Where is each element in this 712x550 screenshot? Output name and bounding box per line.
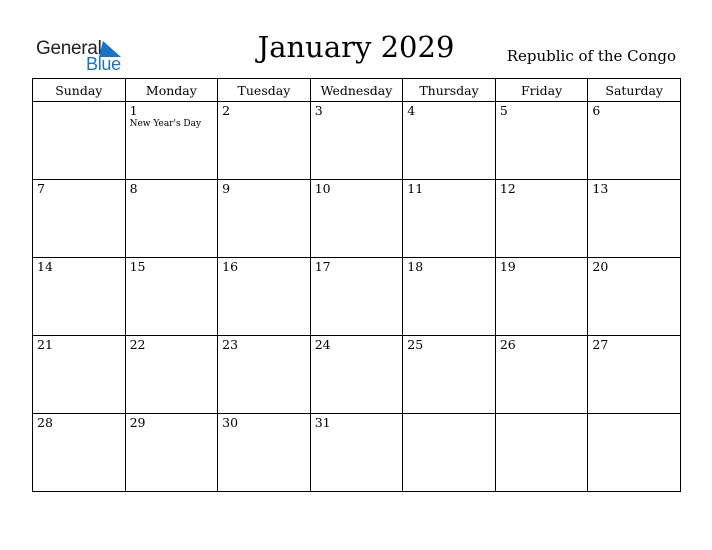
day-cell (403, 258, 496, 336)
day-cell (403, 336, 496, 414)
day-cell (218, 258, 311, 336)
weekday-header: Saturday (588, 79, 681, 102)
day-cell (33, 180, 126, 258)
week-row (33, 414, 681, 492)
day-number: 2 (222, 103, 231, 118)
day-cell (403, 180, 496, 258)
day-number: 31 (314, 415, 331, 430)
logo-word-blue: Blue (86, 54, 121, 74)
day-number: 1 (129, 103, 138, 118)
day-cell (218, 180, 311, 258)
day-cell (218, 414, 311, 492)
day-number: 25 (407, 337, 424, 352)
day-cell (125, 102, 218, 180)
week-row (33, 336, 681, 414)
day-cell (403, 102, 496, 180)
day-number: 9 (222, 181, 231, 196)
day-number: 12 (499, 181, 516, 196)
day-number: 20 (592, 259, 609, 274)
day-number: 27 (592, 337, 609, 352)
day-number: 30 (222, 415, 239, 430)
day-number (496, 414, 588, 416)
day-cell (33, 336, 126, 414)
weekday-header: Wednesday (310, 79, 403, 102)
day-number (588, 414, 680, 416)
day-number: 28 (37, 415, 53, 430)
day-number: 18 (407, 259, 424, 274)
day-number: 10 (314, 181, 331, 196)
week-row (33, 102, 681, 180)
weekday-header: Friday (495, 79, 588, 102)
day-number: 22 (129, 337, 146, 352)
weekday-header: Thursday (403, 79, 496, 102)
day-cell (310, 336, 403, 414)
day-cell (33, 414, 126, 492)
day-cell (495, 102, 588, 180)
day-number: 8 (129, 181, 138, 196)
week-row (33, 258, 681, 336)
day-number: 17 (314, 259, 331, 274)
day-number: 23 (222, 337, 239, 352)
calendar-grid (32, 78, 681, 492)
day-number: 16 (222, 259, 239, 274)
day-number: 26 (499, 337, 516, 352)
day-number: 24 (314, 337, 331, 352)
logo-word-general: General (36, 38, 102, 59)
day-number: 15 (129, 259, 146, 274)
weekday-header: Sunday (33, 79, 126, 102)
day-cell (495, 414, 588, 492)
week-row (33, 180, 681, 258)
day-number: 11 (407, 181, 424, 196)
day-number (33, 102, 125, 104)
holiday-label: New Year's Day (129, 119, 202, 129)
day-number: 5 (499, 103, 508, 118)
day-number: 13 (592, 181, 609, 196)
day-cell (125, 258, 218, 336)
calendar-title: January 2029 (257, 30, 455, 64)
day-cell (588, 258, 681, 336)
day-number: 19 (499, 259, 516, 274)
day-cell (310, 180, 403, 258)
day-number: 4 (407, 103, 416, 118)
day-cell (125, 414, 218, 492)
day-cell (125, 180, 218, 258)
day-cell (403, 414, 496, 492)
day-cell (218, 102, 311, 180)
day-number (403, 414, 495, 416)
day-cell (495, 180, 588, 258)
day-number: 3 (314, 103, 323, 118)
day-number: 6 (592, 103, 601, 118)
day-number: 7 (37, 181, 45, 196)
day-cell (588, 414, 681, 492)
day-cell (310, 414, 403, 492)
day-number: 21 (37, 337, 53, 352)
day-cell (495, 336, 588, 414)
day-cell (218, 336, 311, 414)
weekday-header: Tuesday (218, 79, 311, 102)
day-cell (588, 102, 681, 180)
day-number: 29 (129, 415, 146, 430)
day-cell (33, 258, 126, 336)
weekday-header-row (33, 79, 681, 102)
day-cell (310, 102, 403, 180)
country-name: Republic of the Congo (506, 47, 676, 65)
weekday-header: Monday (125, 79, 218, 102)
day-cell (33, 102, 126, 180)
day-cell (588, 180, 681, 258)
day-cell (310, 258, 403, 336)
day-number: 14 (37, 259, 53, 274)
day-cell (588, 336, 681, 414)
day-cell (125, 336, 218, 414)
day-cell (495, 258, 588, 336)
